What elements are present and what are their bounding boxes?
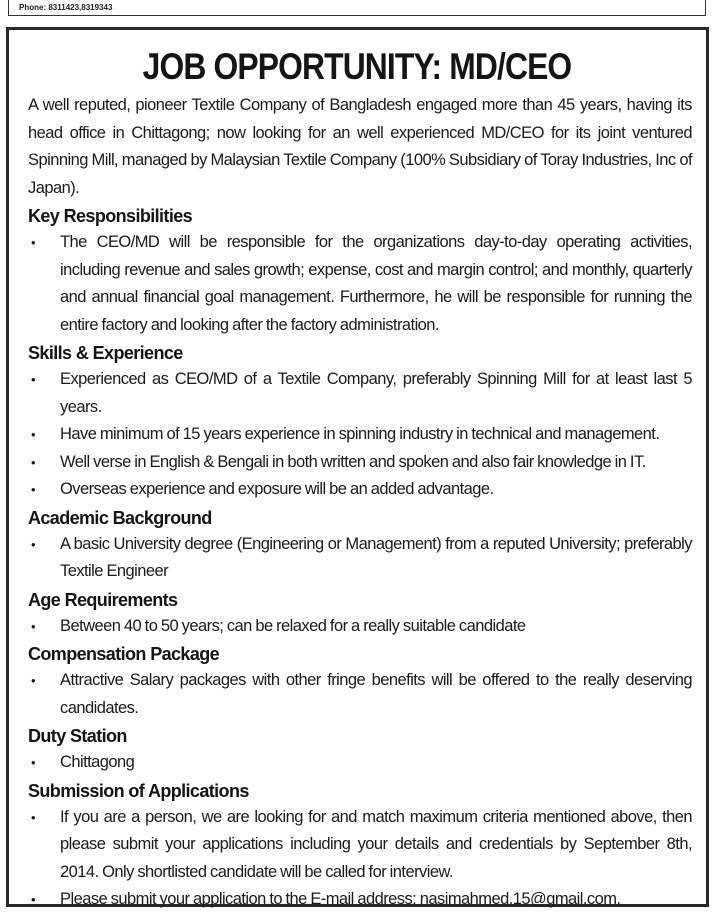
- bullet-item: [22, 613, 692, 641]
- section-skills-experience: [22, 340, 692, 504]
- section-heading: Key Responsibilities: [28, 206, 193, 226]
- section-heading: Submission of Applications: [28, 780, 249, 801]
- section-key-responsibilities: [22, 203, 692, 339]
- bullet-icon: •: [31, 482, 36, 497]
- bullet-icon: •: [31, 536, 36, 552]
- bullet-list: [22, 531, 692, 586]
- bullet-text: Well verse in English & Bengali in both written and spoken and also fair knowledge in IT.: [60, 452, 646, 471]
- bullet-text: Chittagong: [60, 753, 135, 771]
- bullet-text: Between 40 to 50 years; can be relaxed for a really suitable candidate: [60, 616, 526, 635]
- section-heading: Academic Background: [28, 507, 212, 528]
- bullet-item: [22, 886, 692, 914]
- section-submission-of-applications: [22, 778, 692, 914]
- section-heading: Compensation Package: [28, 644, 220, 664]
- bullet-icon: •: [31, 755, 36, 770]
- section-compensation-package: [22, 641, 692, 722]
- bullet-item: [22, 421, 692, 449]
- bullet-icon: •: [31, 892, 36, 907]
- bullet-item: [22, 667, 692, 722]
- job-ad: [22, 45, 692, 914]
- bullet-text: Please submit your application to the E-mail address: nasimahmed.15@gmail.com.: [60, 890, 621, 908]
- section-duty-station: [22, 723, 692, 777]
- bullet-list: [22, 667, 692, 722]
- bullet-icon: •: [31, 427, 36, 442]
- ad-title: JOB OPPORTUNITY: MD/CEO: [142, 46, 572, 87]
- section-heading: Duty Station: [28, 726, 127, 746]
- bullet-text: The CEO/MD will be responsible for the organizations day-to-day operating activities, including revenue and sales growth; expense, cost and margin control; and monthly, quarterly and annual financial goal management. Furthermore, he will be responsible for running the entire factory and looking after the factory administration.: [60, 233, 692, 334]
- bullet-icon: •: [31, 372, 36, 387]
- ad-intro: A well reputed, pioneer Textile Company of Bangladesh engaged more than 45 years, having its head office in Chittagong; now looking for an well experienced MD/CEO for its joint ventured Spinning Mill, managed by Malaysian Textile Company (100% Subsidiary of Toray Industries, Inc of Japan).: [28, 96, 692, 197]
- bullet-icon: •: [31, 454, 36, 470]
- previous-ad-fragment: [8, 0, 706, 16]
- bullet-icon: •: [31, 809, 36, 825]
- bullet-text: Experienced as CEO/MD of a Textile Company, preferably Spinning Mill for at least last 5 years.: [60, 370, 692, 416]
- bullet-text: If you are a person, we are looking for and match maximum criteria mentioned above, then please submit your applications including your details and credentials by September 8th, 2014. Only shortlisted candidate will be called for interview.: [60, 807, 692, 881]
- previous-ad-phone: Phone: 8311423,8319343: [19, 3, 113, 12]
- bullet-list: [22, 749, 692, 777]
- ad-sections: [22, 203, 692, 914]
- bullet-text: Attractive Salary packages with other fringe benefits will be offered to the really deserving candidates.: [60, 671, 692, 717]
- bullet-item: [22, 476, 692, 504]
- bullet-item: [22, 749, 692, 777]
- bullet-icon: •: [31, 673, 36, 688]
- section-heading: Age Requirements: [28, 589, 178, 610]
- section-academic-background: [22, 505, 692, 586]
- section-heading: Skills & Experience: [28, 343, 183, 363]
- bullet-icon: •: [31, 235, 36, 250]
- bullet-icon: •: [31, 618, 36, 634]
- bullet-list: [22, 613, 692, 641]
- bullet-text: Overseas experience and exposure will be an added advantage.: [60, 480, 494, 498]
- bullet-list: [22, 804, 692, 914]
- bullet-item: [22, 449, 692, 477]
- bullet-item: [22, 804, 692, 887]
- bullet-text: Have minimum of 15 years experience in spinning industry in technical and management.: [60, 425, 660, 443]
- section-age-requirements: [22, 587, 692, 641]
- bullet-item: [22, 531, 692, 586]
- bullet-item: [22, 366, 692, 421]
- bullet-list: [22, 366, 692, 504]
- bullet-text: A basic University degree (Engineering or Management) from a reputed University; preferably Textile Engineer: [60, 534, 692, 580]
- bullet-item: [22, 229, 692, 339]
- bullet-list: [22, 229, 692, 339]
